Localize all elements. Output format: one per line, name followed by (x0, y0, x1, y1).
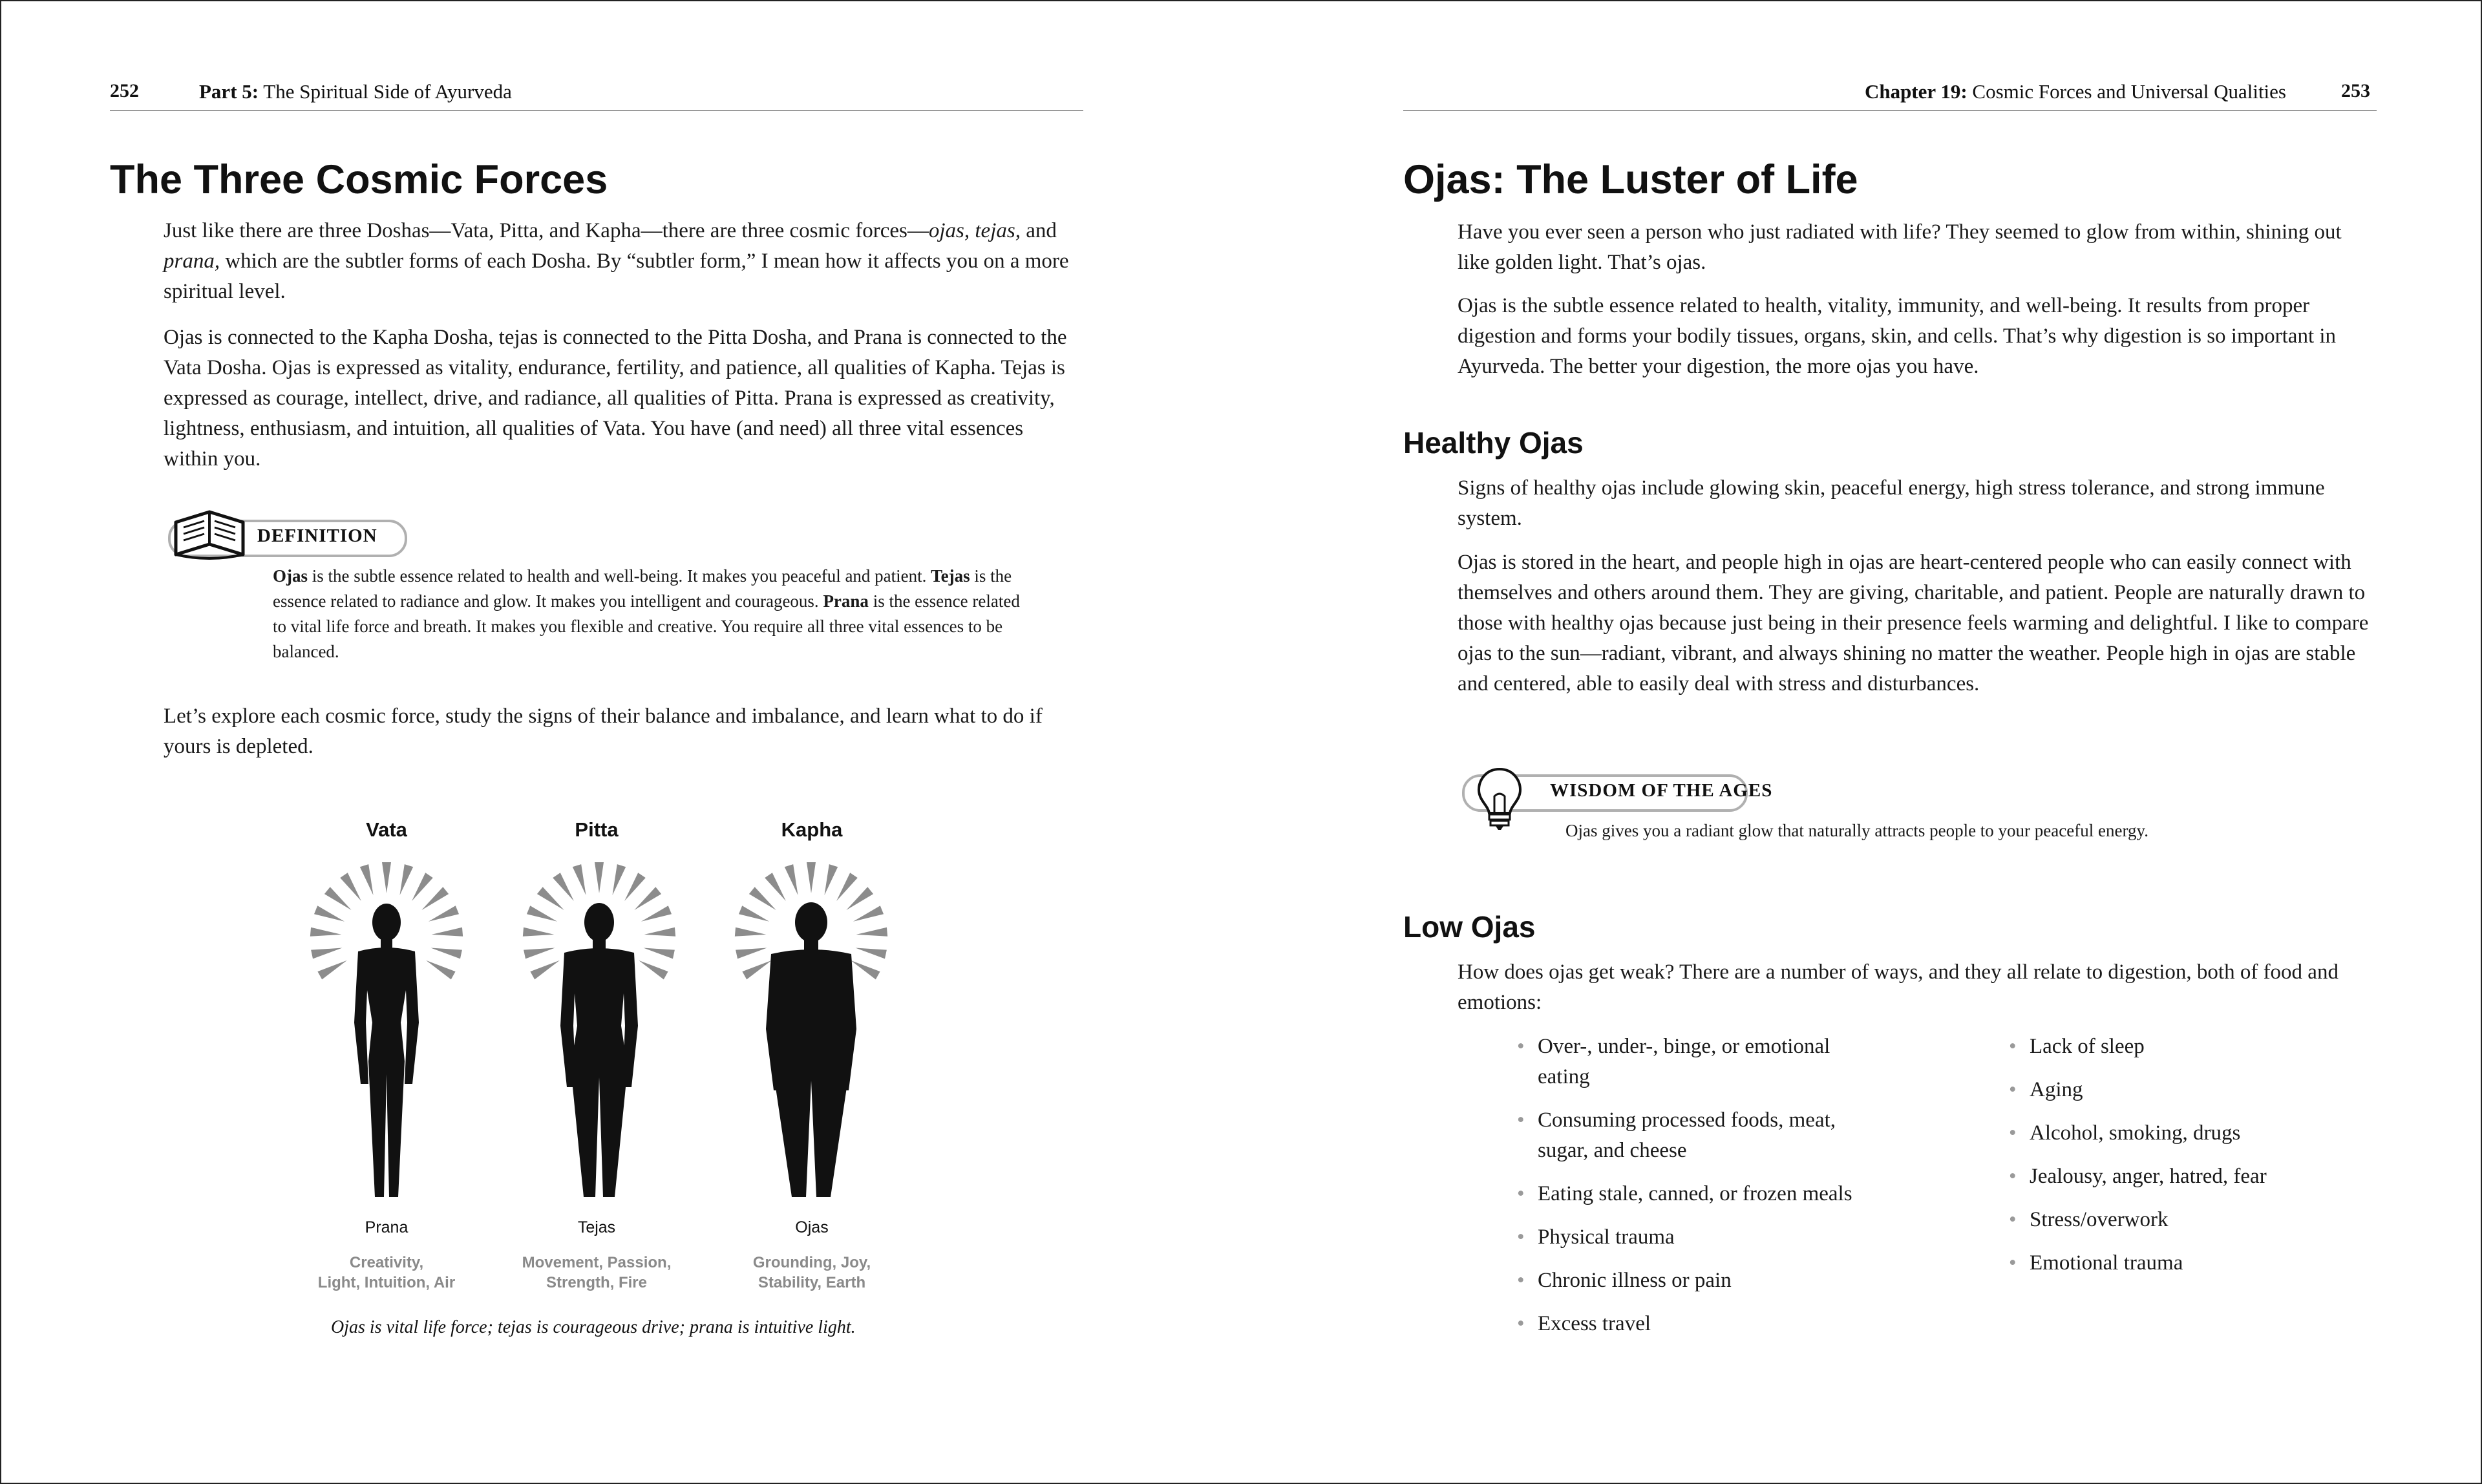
list-item: • Eating stale, canned, or frozen meals (1517, 1179, 1879, 1209)
silhouettes-illustration (292, 861, 939, 1229)
healthy-signs-paragraph: Signs of healthy ojas include glowing skin, peaceful energy, high stress tolerance, and strong immune system. (1458, 476, 2325, 530)
page-title: The Three Cosmic Forces (110, 157, 608, 202)
kapha-figure (735, 862, 887, 1197)
list-item: • Chronic illness or pain (1517, 1266, 1879, 1296)
book-icon (171, 503, 248, 562)
figure-qualities-vata: Creativity, Light, Intuition, Air (317, 1254, 456, 1291)
list-item: • Aging (2009, 1075, 2371, 1105)
vata-figure (310, 862, 463, 1197)
healthy-ojas-heading: Healthy Ojas (1403, 426, 1584, 460)
explore-paragraph: Let’s explore each cosmic force, study the signs of their balance and imbalance, and learn what to do if yours is depleted. (164, 705, 1043, 758)
running-head-left (110, 80, 1083, 111)
page-title: Ojas: The Luster of Life (1403, 157, 1858, 202)
list-item: • Alcohol, smoking, drugs (2009, 1118, 2371, 1149)
doshas-paragraph: Ojas is connected to the Kapha Dosha, tejas is connected to the Pitta Dosha, and Prana is connected to the Vata Dosha. Ojas is expressed as vitality, endurance, fertility, and patience, all qualities of Kapha. Tejas is expressed as courage, intellect, drive, and radiance, all qualities of Pitta. Prana is expressed as creativity, lightness, enthusiasm, and intuition, all qualities of Vata. You have (and need) all three vital essences within you. (164, 326, 1067, 471)
lightbulb-icon (1474, 765, 1525, 831)
definition-label: DEFINITION (257, 525, 377, 546)
causes-list-col1 (1517, 1032, 1879, 1352)
wisdom-text: Ojas gives you a radiant glow that naturally attracts people to your peaceful energy. (1565, 821, 2148, 840)
running-head-text (199, 80, 512, 103)
list-item: • Stress/overwork (2009, 1205, 2371, 1235)
list-item: • Over-, under-, binge, or emotional eating (1517, 1032, 1879, 1092)
heart-paragraph: Ojas is stored in the heart, and people high in ojas are heart-centered people who can easily connect with themselves and others around them. They are giving, charitable, and patient. People are naturally drawn to those with healthy ojas because just being in their presence feels warming and delightful. I like to compare ojas to the sun—radiant, vibrant, and always shining no matter the weather. People high in ojas are stable and centered, able to easily deal with stress and disturbances. (1458, 551, 2369, 695)
wisdom-label: WISDOM OF THE AGES (1550, 780, 1773, 801)
running-head-right (1403, 80, 2377, 111)
pitta-figure (523, 862, 675, 1197)
right-page (1241, 1, 2481, 1483)
running-head-text (1865, 80, 2286, 103)
causes-list-col2 (2009, 1032, 2371, 1291)
list-item: • Lack of sleep (2009, 1032, 2371, 1062)
chapter-title: Cosmic Forces and Universal Qualities (1972, 80, 2286, 103)
list-item: • Emotional trauma (2009, 1248, 2371, 1278)
figure-name-pitta: Pitta (575, 818, 619, 841)
ojas-essence-paragraph: Ojas is the subtle essence related to health, vitality, immunity, and well-being. It results from proper digestion and forms your bodily tissues, organs, skin, and cells. That’s why digestion is so important in Ayurveda. The better your digestion, the more ojas you have. (1458, 294, 2337, 378)
page-number: 253 (2341, 80, 2370, 101)
figure-name-vata: Vata (366, 818, 407, 841)
left-page (1, 1, 1241, 1483)
figure-name-kapha: Kapha (781, 818, 843, 841)
part-title: The Spiritual Side of Ayurveda (263, 80, 512, 103)
low-ojas-intro: How does ojas get weak? There are a number of ways, and they all relate to digestion, both of food and emotions: (1458, 960, 2339, 1014)
chapter-label: Chapter 19: (1864, 80, 1968, 103)
list-item: • Jealousy, anger, hatred, fear (2009, 1161, 2371, 1192)
figure-essence-tejas: Tejas (577, 1218, 616, 1236)
radiance-paragraph: Have you ever seen a person who just radiated with life? They seemed to glow from within, shining out like golden light. That’s ojas. (1458, 220, 2342, 274)
figure-qualities-pitta: Movement, Passion, Strength, Fire (522, 1254, 672, 1291)
definition-text: Ojas is the subtle essence related to health and well-being. It makes you peaceful and patient. Tejas is the essence related to radiance and glow. It makes you intelligent and courageous. Prana is the essence related to vital life force and breath. It makes you flexible and creative. You require all three vital essences to be balanced. (273, 566, 1020, 661)
figure-essence-prana: Prana (365, 1218, 408, 1236)
page-number: 252 (110, 80, 139, 101)
low-ojas-heading: Low Ojas (1403, 910, 1536, 944)
intro-paragraph: Just like there are three Doshas—Vata, Pitta, and Kapha—there are three cosmic forces—ojas, tejas, and prana, which are the subtler forms of each Dosha. By “subtler form,” I mean how it affects you on a more spiritual level. (164, 219, 1069, 303)
list-item: • Consuming processed foods, meat, sugar, and cheese (1517, 1105, 1879, 1166)
figure-qualities-kapha: Grounding, Joy, Stability, Earth (752, 1254, 871, 1291)
list-item: • Excess travel (1517, 1309, 1879, 1339)
part-label: Part 5: (199, 80, 259, 103)
list-item: • Physical trauma (1517, 1222, 1879, 1253)
figure-essence-ojas: Ojas (795, 1218, 829, 1236)
figure-caption: Ojas is vital life force; tejas is courageous drive; prana is intuitive light. (331, 1317, 856, 1337)
